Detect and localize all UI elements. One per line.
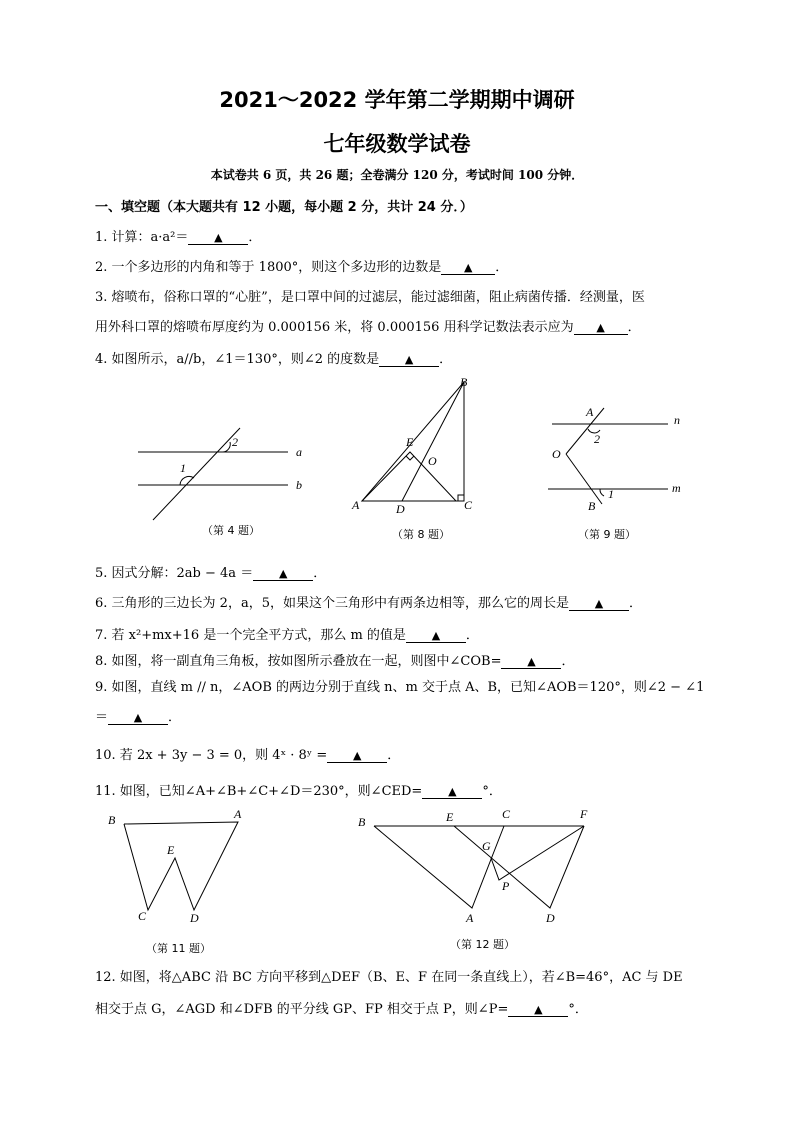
transversal <box>153 428 240 520</box>
question-6 <box>95 592 642 611</box>
label-G: G <box>482 839 491 853</box>
answer-blank[interactable]: ▲ <box>188 231 248 245</box>
question-suffix: ． <box>627 320 641 335</box>
label-B: B <box>460 375 468 389</box>
question-suffix: ． <box>628 596 642 611</box>
question-suffix: °． <box>568 1002 588 1017</box>
label-A: A <box>466 911 474 925</box>
label-a: a <box>296 445 302 459</box>
section-title: 一、填空题（本大题共有 12 小题，每小题 2 分，共计 24 分．） <box>95 200 473 215</box>
label-A: A <box>586 405 594 419</box>
label-F: F <box>580 807 588 821</box>
angle-2-arc <box>223 442 230 452</box>
figure-8 <box>346 376 486 546</box>
bisectors-GP-FP <box>491 826 584 880</box>
caption-fig8: （第 8 题） <box>392 528 450 541</box>
label-A: A <box>234 807 242 821</box>
label-b: b <box>296 478 302 492</box>
answer-blank[interactable]: ▲ <box>569 597 629 611</box>
exam-note: 本试卷共 6 页，共 26 题；全卷满分 120 分，考试时间 100 分钟． <box>210 168 584 182</box>
label-C: C <box>464 498 473 512</box>
question-suffix: ． <box>387 748 401 763</box>
label-m: m <box>672 481 681 495</box>
question-text: 4. 如图所示，a//b，∠1＝130°，则∠2 的度数是 <box>95 352 380 367</box>
question-suffix: ． <box>248 230 262 245</box>
question-text: ＝ <box>95 710 109 725</box>
figure-4 <box>128 428 328 548</box>
label-B: B <box>108 813 116 827</box>
label-C: C <box>138 909 147 923</box>
label-P: P <box>502 879 510 893</box>
question-suffix: ． <box>465 628 479 643</box>
exam-title: 2021～2022 学年第二学期期中调研 <box>219 88 575 112</box>
figure-9 <box>544 400 694 550</box>
question-text: 7. 若 x²+mx+16 是一个完全平方式，那么 m 的值是 <box>95 628 406 643</box>
caption-fig9: （第 9 题） <box>578 528 636 541</box>
question-7 <box>95 624 479 643</box>
answer-blank[interactable]: ▲ <box>441 261 495 275</box>
label-angle-1: 1 <box>180 461 186 475</box>
answer-blank[interactable]: ▲ <box>574 321 628 335</box>
label-angle-2: 2 <box>232 435 238 449</box>
question-text: 11. 如图，已知∠A+∠B+∠C+∠D＝230°，则∠CED= <box>95 784 423 799</box>
caption-fig12: （第 12 题） <box>450 938 515 951</box>
answer-blank[interactable]: ▲ <box>508 1003 568 1017</box>
label-D: D <box>546 911 555 925</box>
ray-OB <box>566 454 602 504</box>
ray-OA <box>566 408 604 454</box>
answer-blank[interactable]: ▲ <box>422 785 482 799</box>
label-O: O <box>552 447 561 461</box>
question-12 <box>95 998 588 1017</box>
exam-subtitle: 七年级数学试卷 <box>323 132 471 156</box>
question-10 <box>95 744 400 763</box>
answer-blank[interactable]: ▲ <box>406 629 466 643</box>
question-9-line-1: 9. 如图，直线 m // n，∠AOB 的两边分别于直线 n、m 交于点 A、B，已知∠AOB＝120°，则∠2 − ∠1 <box>95 680 705 695</box>
question-8 <box>95 650 575 669</box>
right-angle-E <box>406 456 414 460</box>
figure-11 <box>104 806 264 956</box>
answer-blank[interactable]: ▲ <box>327 749 387 763</box>
label-O: O <box>428 454 437 468</box>
label-angle-2: 2 <box>594 432 600 446</box>
answer-blank[interactable]: ▲ <box>108 711 168 725</box>
question-suffix: ． <box>495 260 509 275</box>
question-3 <box>95 316 641 335</box>
label-D: D <box>396 502 405 516</box>
question-text: 用外科口罩的熔喷布厚度约为 0.000156 米，将 0.000156 用科学记数法表示应为 <box>95 320 574 335</box>
question-4 <box>95 348 452 367</box>
question-12-line-1: 12. 如图，将△ABC 沿 BC 方向平移到△DEF（B、E、F 在同一条直线上），若∠B=46°，AC 与 DE <box>95 970 683 985</box>
label-A: A <box>352 498 360 512</box>
question-5 <box>95 562 326 581</box>
label-E: E <box>446 810 454 824</box>
label-n: n <box>674 413 680 427</box>
label-E: E <box>406 435 414 449</box>
question-suffix: ． <box>439 352 453 367</box>
label-E: E <box>167 843 175 857</box>
label-D: D <box>190 911 199 925</box>
question-text: 6. 三角形的三边长为 2，a，5，如果这个三角形中有两条边相等，那么它的周长是 <box>95 596 569 611</box>
angle-1-arc <box>600 489 604 496</box>
question-3-line-1: 3. 熔喷布，俗称口罩的“心脏”，是口罩中间的过滤层，能过滤细菌，阻止病菌传播．经测量，医 <box>95 290 645 305</box>
label-C: C <box>502 807 511 821</box>
question-text: 8. 如图，将一副直角三角板，按如图所示叠放在一起，则图中∠COB= <box>95 654 502 669</box>
question-2 <box>95 256 508 275</box>
answer-blank[interactable]: ▲ <box>501 655 561 669</box>
question-suffix: ． <box>561 654 575 669</box>
answer-blank[interactable]: ▲ <box>379 353 439 367</box>
question-text: 1. 计算：a·a²＝ <box>95 230 189 245</box>
question-text: 相交于点 G，∠AGD 和∠DFB 的平分线 GP、FP 相交于点 P，则∠P= <box>95 1002 509 1017</box>
question-11 <box>95 780 502 799</box>
caption-fig4: （第 4 题） <box>202 524 260 537</box>
figure-11-outline <box>124 822 238 910</box>
label-angle-1: 1 <box>608 487 614 501</box>
question-1 <box>95 226 261 245</box>
question-suffix: °． <box>482 784 502 799</box>
answer-blank[interactable]: ▲ <box>253 567 313 581</box>
question-suffix: ． <box>168 710 182 725</box>
caption-fig11: （第 11 题） <box>146 942 211 955</box>
label-B: B <box>588 499 596 513</box>
question-text: 2. 一个多边形的内角和等于 1800°，则这个多边形的边数是 <box>95 260 442 275</box>
question-9 <box>95 706 181 725</box>
figure-12 <box>354 806 604 954</box>
question-text: 10. 若 2x + 3y − 3 = 0，则 4ˣ · 8ʸ = <box>95 748 328 763</box>
label-B: B <box>358 815 366 829</box>
question-suffix: ． <box>313 566 327 581</box>
question-text: 5. 因式分解：2ab − 4a ＝ <box>95 566 254 581</box>
